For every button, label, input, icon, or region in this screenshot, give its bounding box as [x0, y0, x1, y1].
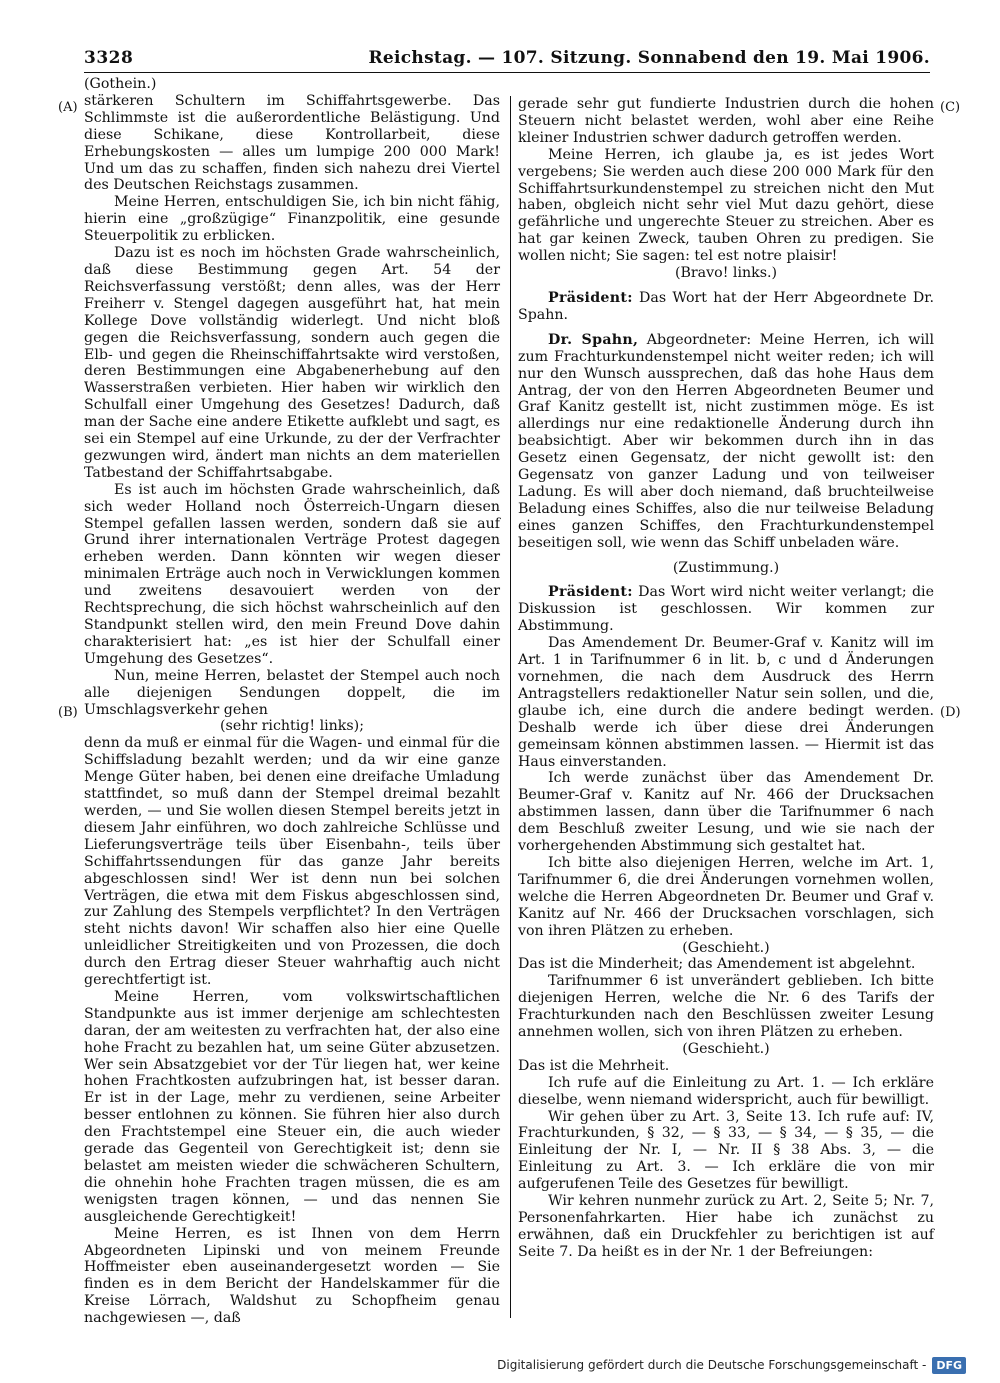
margin-mark-a: (A)	[58, 100, 78, 115]
interjection: (Zustimmung.)	[672, 559, 780, 576]
page-header	[84, 46, 930, 72]
paragraph: Meine Herren, es ist Ihnen von dem Herrn Abgeordneten Lipinski und von meinem Freunde Hoffmeister eben auseinandergesetzt worden — Sie finden es in dem Bericht der Handelskammer für die Kreise Lörrach, Waldshut zu Schopfheim genau nachgewiesen —, daß	[84, 1225, 500, 1327]
margin-mark-b: (B)	[58, 705, 78, 720]
paragraph: Meine Herren, vom volkswirtschaftlichen Standpunkte aus ist immer derjenige am schlechtesten daran, der am weitesten zu verfrachten hat, der also eine hohe Fracht zu bezahlen hat, um seine Güter abzusetzen. Wer sein Absatzgebiet vor der Tür liegen hat, wer keine hohen Frachtkosten aufzubringen hat, ist besser daran. Er ist in der Lage, mehr zu verdienen, seine Arbeiter besser entlohnen zu können. Sie führen hier also durch den Frachtstempel eine Steuer ein, die auch wieder gerade das Gegenteil von Gerechtigkeit ist; denn sie belastet am meisten wieder die schwächeren Schultern, die ohnehin hohe Frachten tragen müssen, die es am wenigsten tragen können, — und das nennen Sie ausgleichende Gerechtigkeit!	[84, 988, 500, 1225]
paragraph: Das ist die Minderheit; das Amendement ist abgelehnt.	[518, 956, 916, 973]
paragraph: Das Amendement Dr. Beumer-Graf v. Kanitz will im Art. 1 in Tarifnummer 6 in lit. b, c und d Änderungen vornehmen, die nach dem Ausdruck des Herrn Antragstellers redaktioneller Natur sein sollen, und die, glaube ich, eine durch die andere bedingt werden. Deshalb werde ich über diese drei Änderungen gemeinsam können abstimmen lassen. — Hiermit ist das Haus einverstanden.	[518, 635, 934, 770]
statement-text: Das Wort hat der Herr Abgeordnete Dr. Spahn.	[518, 289, 934, 323]
page-number: 3328	[84, 48, 134, 68]
speaker-tag: (Gothein.)	[84, 76, 157, 92]
paragraph: Ich werde zunächst über das Amendement Dr. Beumer-Graf v. Kanitz auf Nr. 466 der Drucksachen abstimmen lassen, dann über die Tarifnummer 6 nach dem Beschluß zweiter Lesung, und wie sie nach der vorhergehenden Abstimmung sich gestaltet hat.	[518, 770, 934, 855]
paragraph: Meine Herren, ich glaube ja, es ist jedes Wort vergebens; Sie werden auch diese 200 000 Mark für den Schiffahrtsurkundenstempel zu streichen nicht den Mut haben, obgleich nicht sehr viel Mut dazu gehört, diese gefährliche und ungerechte Steuer zu streichen. Aber es hat gar keinen Zweck, tauben Ohren zu predigen. Sie wollen nicht; Sie sagen: tel est notre plaisir!	[518, 146, 934, 265]
paragraph: Nun, meine Herren, belastet der Stempel auch noch alle diejenigen Sendungen doppelt, die im Umschlagsverkehr gehen	[84, 667, 500, 718]
margin-mark-d: (D)	[940, 705, 961, 720]
footer-text: Digitalisierung gefördert durch die Deutsche Forschungsgemeinschaft -	[497, 1358, 927, 1372]
paragraph: Das ist die Mehrheit.	[518, 1057, 670, 1074]
left-column	[84, 76, 500, 1327]
speaker-label: Präsident:	[548, 584, 633, 601]
interjection: (Bravo! links.)	[674, 265, 778, 282]
interjection: (sehr richtig! links);	[220, 718, 364, 735]
interjection: (Geschieht.)	[682, 939, 770, 956]
president-statement	[518, 584, 934, 635]
paragraph: Dazu ist es noch im höchsten Grade wahrscheinlich, daß diese Bestimmung gegen Art. 54 der Reichsverfassung verstößt; denn alles, was der Herr Freiherr v. Stengel dagegen ausgeführt hat, hat mein Kollege Dove vollständig widerlegt. Und nicht bloß gegen die Reichsverfassung, sondern auch gegen die Elb- und gegen die Rheinschiffahrtsakte wird verstoßen, deren Bestimmungen eine Abgabenerhebung auf den Wasserstraßen verbieten. Hier haben wir wirklich den Schulfall einer Umgehung des Gesetzes! Dadurch, daß man der Sache eine andere Etikette aufklebt und sagt, es sei ein Stempel auf eine Urkunde, zu der der Verfrachter gezwungen wird, ändert man nichts an dem materiellen Tatbestand der Schiffahrtsabgabe.	[84, 245, 500, 481]
margin-mark-c: (C)	[940, 100, 961, 115]
president-statement	[518, 290, 934, 324]
column-divider	[510, 96, 511, 1318]
paragraph: Wir gehen über zu Art. 3, Seite 13. Ich rufe auf: IV, Frachturkunden, § 32, — § 33, — § 34, — § 35, — die Einleitung der Nr. I, — Nr. II § 38 Abs. 3, — die Einleitung zu Art. 3. — Ich erkläre die von mir aufgerufenen Teile des Gesetzes für bewilligt.	[518, 1108, 934, 1193]
running-title: Reichstag. — 107. Sitzung. Sonnabend den 19. Mai 1906.	[368, 48, 930, 68]
spahn-speech	[518, 332, 934, 552]
statement-text: Abgeordneter: Meine Herren, ich will zum Frachturkundenstempel nicht weiter reden; ich will nur den Wunsch aussprechen, daß das hohe Haus dem Antrag, der von den Herren Abgeordneten Beumer und Graf Kanitz gestellt ist, nicht zustimmen möge. Es ist allerdings nur eine redaktionelle Änderung durch ihn beabsichtigt. Aber wir bekommen durch ihn in das Gesetz einen Gegensatz, der nicht gewollt ist: den Gegensatz von ganzer Ladung und von teilweiser Ladung. Es will aber doch niemand, daß bruchteilweise Beladung eines Schiffes, also die nur teilweise Beladung eines ganzen Schiffes, den Frachturkundenstempel beseitigen soll, wie wenn das Schiff unbeladen wäre.	[518, 331, 934, 551]
paragraph: stärkeren Schultern im Schiffahrtsgewerbe. Das Schlimmste ist die außerordentliche Belästigung. Und diese Schikane, diese Kontrollarbeit, diese Erhebungskosten — alles um lumpige 200 000 Mark! Und um das zu schaffen, finden sich nahezu drei Viertel des Deutschen Reichstags zusammen.	[84, 92, 500, 194]
dfg-logo: DFG	[932, 1357, 966, 1374]
speaker-label: Präsident:	[548, 289, 633, 306]
digitization-footer	[497, 1354, 966, 1376]
paragraph: Ich bitte also diejenigen Herren, welche im Art. 1, Tarifnummer 6, die drei Änderungen vornehmen wollen, welche die Herren Abgeordneten Dr. Beumer und Graf v. Kanitz auf Nr. 466 der Drucksachen vorschlagen, sich von ihren Plätzen zu erheben.	[518, 854, 934, 939]
paragraph: Meine Herren, entschuldigen Sie, ich bin nicht fähig, hierin eine „großzügige“ Finanzpolitik, eine gesunde Steuerpolitik zu erblicken.	[84, 194, 500, 245]
paragraph: Wir kehren nunmehr zurück zu Art. 2, Seite 5; Nr. 7, Personenfahrkarten. Hier habe ich zunächst zu erwähnen, daß ein Druckfehler zu berichtigen ist auf Seite 7. Da heißt es in der Nr. 1 der Befreiungen:	[518, 1193, 934, 1260]
paragraph: Es ist auch im höchsten Grade wahrscheinlich, daß sich weder Holland noch Österreich-Ungarn diesen Stempel gefallen lassen werden, sondern daß sie auf Grund ihrer internationalen Verträge Protest dagegen erheben werden. Dann könnten wir wegen dieser minimalen Erträge auch noch in Verwicklungen kommen und zweitens desavouiert werden von der Rechtsprechung, die sich höchst wahrscheinlich auf den Standpunkt stellen wird, den mein Freund Dove dahin charakterisiert hat: „es ist hier der Schulfall einer Umgehung des Gesetzes“.	[84, 481, 500, 667]
speaker-label: Dr. Spahn,	[548, 331, 639, 348]
paragraph: Ich rufe auf die Einleitung zu Art. 1. — Ich erkläre dieselbe, wenn niemand widerspricht, auch für bewilligt.	[518, 1074, 934, 1108]
paragraph: Tarifnummer 6 ist unverändert geblieben. Ich bitte diejenigen Herren, welche die Nr. 6 des Tarifs der Frachturkunden nach den Beschlüssen zweiter Lesung annehmen wollen, sich von ihren Plätzen zu erheben.	[518, 973, 934, 1041]
header-rule	[84, 72, 930, 73]
right-column	[518, 96, 934, 1261]
statement-text: Das Wort wird nicht weiter verlangt; die Diskussion ist geschlossen. Wir kommen zur Abstimmung.	[518, 584, 934, 635]
paragraph: gerade sehr gut fundierte Industrien durch die hohen Steuern nicht belastet werden, wohl aber eine Reihe kleiner Industrien schwer dadurch getroffen werden.	[518, 96, 934, 146]
paragraph: denn da muß er einmal für die Wagen- und einmal für die Schiffsladung bezahlt werden; und da wir eine ganze Menge Güter haben, bei denen eine dreifache Umladung stattfindet, so muß dann der Stempel dreimal bezahlt werden, — und Sie wollen diesen Stempel bereits jetzt in diesem Jahr einführen, wo doch zahlreiche Schlüsse und Lieferungsverträge teils über Eisenbahn-, teils über Schiffahrtssendungen für das ganze Jahr bereits abgeschlossen sind! Wer ist denn nun bei solchen Verträgen, die etwa mit dem Fiskus abgeschlossen sind, zur Zahlung des Stempels verpflichtet? In den Verträgen steht nichts davon! Wir schaffen also hier eine Quelle unleidlicher Streitigkeiten und von Prozessen, die doch durch den Ertrag dieser Steuer wahrhaftig auch nicht gerechtfertigt ist.	[84, 735, 500, 989]
interjection: (Geschieht.)	[682, 1040, 770, 1057]
